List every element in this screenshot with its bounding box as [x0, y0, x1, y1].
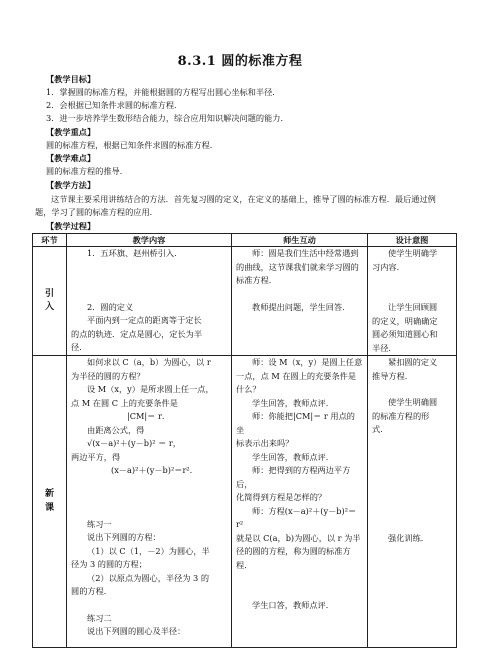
text-line: 就是以 C(a，b)为圆心，以 r 为半: [236, 532, 361, 543]
method-heading: 【教学方法】: [46, 180, 96, 190]
goal-item: 2．会根据已知条件求圆的标准方程．: [46, 100, 183, 110]
text-line: |CM|＝ r．: [127, 411, 171, 421]
column-header: 教学内容: [67, 234, 232, 247]
text-line: 圆的方程．: [71, 586, 112, 596]
text-line: 标表示出来吗？: [236, 438, 294, 448]
text-line: 由距离公式，得: [87, 424, 145, 435]
text-line: 让学生回顾圆: [388, 302, 438, 312]
process-table: [32, 233, 457, 648]
text-line: 推导方程．: [372, 370, 413, 381]
text-line: 教师提出问题，学生回答．: [252, 301, 351, 312]
text-line: 强化训练．: [388, 532, 429, 543]
text-line: 师：设 M（x，y）是圆上任意: [252, 357, 363, 367]
text-line: 的标准方程的形: [372, 410, 430, 421]
text-line: 练习二: [87, 612, 112, 623]
difficulty-heading: 【教学难点】: [46, 153, 96, 163]
text-line: 2．圆的定义: [87, 301, 134, 312]
segment-char: 入: [44, 302, 54, 312]
intro-intent: [368, 247, 457, 356]
text-line: 点 M 在圆 C 上的充要条件是: [71, 397, 178, 408]
text-line: 如何求以 C（a，b）为圆心，以 r: [87, 357, 211, 367]
difficulty-text: 圆的标准方程的推导．: [46, 166, 128, 176]
text-line: 平面内到一定点的距离等于定长: [87, 315, 202, 325]
new-interaction: [232, 356, 368, 648]
goal-item: 3．进一步培养学生数形结合能力，综合应用知识解决问题的能力．: [46, 113, 289, 123]
column-header: 环节: [33, 234, 67, 247]
text-line: 式．: [372, 424, 389, 434]
text-line: 半径．: [372, 342, 397, 353]
text-line: 师：方程(x－a)²＋(y－b)²＝r²: [236, 505, 357, 529]
text-line: 设 M（x，y）是所求圆上任一点，: [87, 384, 214, 394]
text-line: 使学生明确学: [388, 248, 438, 258]
text-line: 什么？: [236, 384, 261, 394]
text-line: 学生口答，教师点评．: [252, 600, 334, 610]
text-line: 紧扣圆的定义: [388, 357, 438, 367]
goals-heading: 【教学目标】: [46, 74, 96, 84]
text-line: 的定义，明确确定: [372, 315, 438, 326]
text-line: （1）以 C（1，－2）为圆心，半: [87, 545, 210, 556]
text-line: 说出下列圆的方程：: [87, 532, 161, 542]
table-header-row: [33, 234, 457, 247]
segment-char: 新: [44, 489, 54, 499]
segment-intro: [33, 247, 67, 356]
process-heading: 【教学过程】: [46, 221, 96, 231]
text-line: 为半径的圆的方程？: [71, 370, 145, 381]
key-point-text: 圆的标准方程，根据已知条件求圆的标准方程．: [46, 140, 218, 150]
text-line: 1．五环旗、赵州桥引入．: [87, 248, 183, 258]
text-line: 师：你能把|CM|＝ r 用点的坐: [236, 411, 355, 435]
goal-item: 1．掌握圆的标准方程，并能根据圆的方程写出圆心坐标和半径．: [46, 87, 281, 97]
text-line: 练习一: [87, 518, 112, 529]
intro-content: [67, 247, 232, 356]
key-point-heading: 【教学重点】: [46, 127, 96, 137]
text-line: 学生回答，教师点评．: [252, 451, 334, 462]
text-line: 师：把得到的方程两边平方后，: [236, 465, 351, 489]
formula-line: (x－a)²＋(y－b)²＝r².: [111, 465, 193, 475]
text-line: 标准方程．: [236, 275, 277, 285]
new-content: [67, 356, 232, 648]
segment-char: 引: [44, 288, 54, 299]
text-line: 学生回答，教师点评．: [252, 397, 334, 408]
column-header: 设计意图: [368, 234, 457, 247]
new-intent: [368, 356, 457, 648]
intro-interaction: [232, 247, 368, 356]
text-line: 径为 3 的圆的方程；: [71, 559, 147, 569]
text-line: 的点的轨迹．定点是圆心，定长为半: [71, 328, 203, 339]
column-header: 师生互动: [232, 234, 368, 247]
text-line: 的曲线，这节课我们就来学习圆的: [236, 261, 359, 272]
segment-char: 课: [44, 502, 54, 513]
text-line: （2）以原点为圆心，半径为 3 的: [87, 572, 210, 583]
text-line: 径．: [71, 342, 88, 352]
segment-new: [33, 356, 67, 648]
table-row-new: [33, 356, 457, 648]
text-line: 圆必须知道圆心和: [372, 329, 438, 339]
text-line: 使学生明确圆: [388, 397, 438, 407]
page-title: 8.3.1 圆的标准方程: [177, 54, 303, 69]
text-line: 径的圆的方程，称为圆的标准方: [236, 546, 351, 556]
text-line: 化简得到方程是怎样的？: [236, 492, 327, 502]
text-line: 说出下列圆的圆心及半径：: [87, 626, 186, 636]
table-row-intro: [33, 247, 457, 356]
formula-line: √(x－a)²＋(y－b)² ＝ r，: [87, 438, 181, 448]
text-line: 一点，点 M 在圆上的充要条件是: [236, 370, 357, 381]
text-line: 习内容．: [372, 261, 405, 272]
method-text: 这节课主要采用讲练结合的方法．首先复习圆的定义，在定义的基础上，推导了圆的标准方程．最后通过例题，学习了圆的标准方程的应用．: [35, 194, 436, 217]
text-line: 师：圆是我们生活中经常遇到: [252, 248, 359, 258]
text-line: 两边平方，得: [71, 451, 121, 462]
text-line: 程．: [236, 559, 253, 570]
